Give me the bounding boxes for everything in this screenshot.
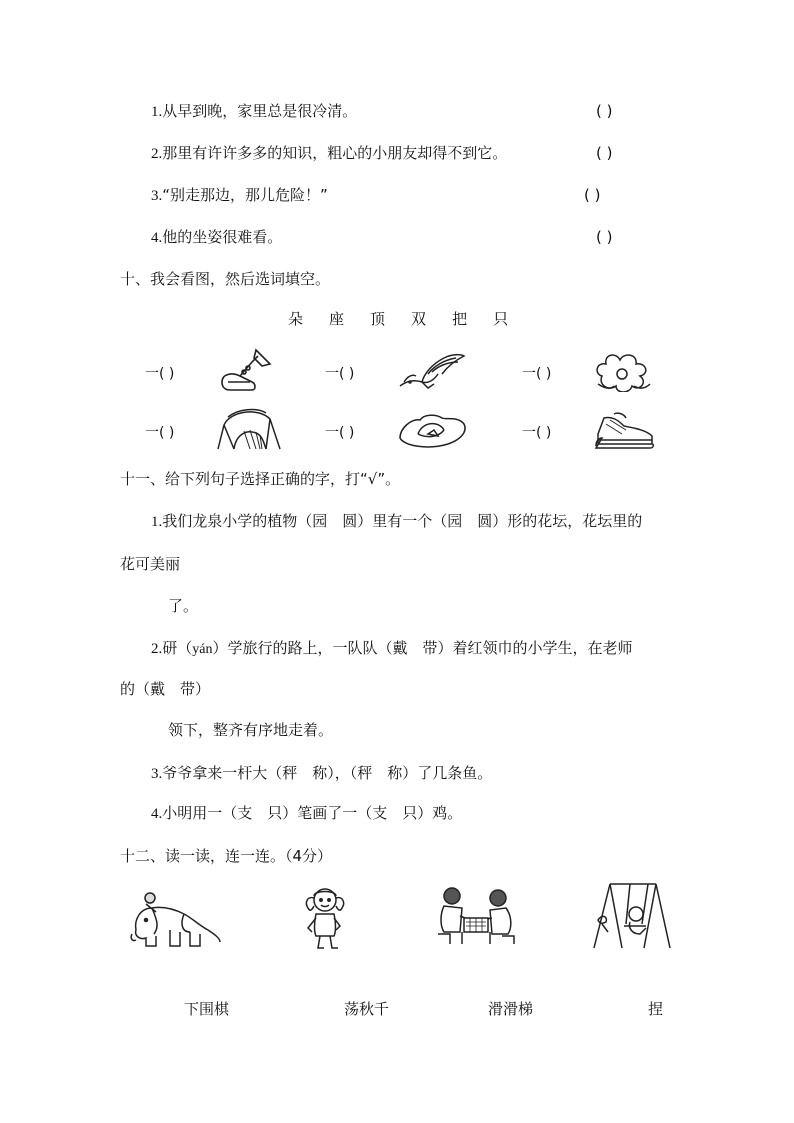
blank-hat[interactable]: 一( ) [325,425,355,441]
sentence-3: 3.爷爷拿来一杆大（秤 称），（秤 称）了几条鱼。 [151,764,493,782]
flower-icon [594,350,652,392]
sentence-1-line-2: 花可美丽 [120,555,181,573]
section-10-title: 十、我会看图，然后选词填空。 [120,270,331,288]
caption-swing[interactable]: 荡秋千 [344,1000,390,1018]
sentence-2-line-1: 2.研（yán）学旅行的路上，一队队（戴 带）着红领巾的小学生，在老师 [151,639,633,657]
blank-bridge[interactable]: 一( ) [145,425,175,441]
judge-item-2: 2.那里有许许多多的知识，粗心的小朋友却得不到它。 [151,144,508,162]
word-bank-item: 把 [452,310,468,328]
judge-paren-1[interactable]: ( ) [596,102,613,120]
bridge-icon [214,405,282,451]
caption-go[interactable]: 下围棋 [184,1000,230,1018]
judge-paren-4[interactable]: ( ) [596,228,613,246]
blank-shoes[interactable]: 一( ) [522,425,552,441]
girl-icon[interactable] [296,886,354,952]
judge-item-1: 1.从早到晚，家里总是很冷清。 [151,102,358,120]
sentence-4: 4.小明用一（支 只）笔画了一（支 只）鸡。 [151,804,463,822]
word-bank-item: 座 [329,310,345,328]
sentence-1-line-3: 了。 [168,597,199,615]
judge-paren-2[interactable]: ( ) [596,144,613,162]
judge-paren-3[interactable]: ( ) [584,186,601,204]
judge-item-3: 3.“别走那边，那儿危险！” [151,186,328,204]
caption-pinch[interactable]: 捏 [648,1000,664,1018]
word-bank [288,310,508,328]
word-bank-item: 双 [411,310,427,328]
pinyin: yán [192,642,213,657]
shoes-icon [594,408,656,450]
sentence-2-line-2: 的（戴 带） [120,680,211,698]
judge-item-4: 4.他的坐姿很难看。 [151,228,283,246]
word-bank-item: 顶 [370,310,386,328]
sentence-1-line-1: 1.我们龙泉小学的植物（园 圆）里有一个（园 圆）形的花坛，花坛里的 [151,512,643,530]
blank-flower[interactable]: 一( ) [522,366,552,382]
word-bank-item: 朵 [288,310,304,328]
word-bank-item: 只 [493,310,509,328]
chess-players-icon[interactable] [436,886,516,946]
blank-trumpet[interactable]: 一( ) [145,366,175,382]
swing-icon[interactable] [590,880,672,950]
sentence-2-line-3: 领下，整齐有序地走着。 [168,721,334,739]
section-11-title: 十一、给下列句子选择正确的字，打“√”。 [120,470,401,488]
bird-icon [398,350,466,392]
blank-bird[interactable]: 一( ) [325,366,355,382]
trumpet-icon [218,346,272,394]
hat-icon [398,412,468,450]
section-12-title: 十二、读一读，连一连。（4分） [120,847,333,865]
caption-slide[interactable]: 滑滑梯 [488,1000,534,1018]
elephant-slide-icon[interactable] [130,890,222,948]
